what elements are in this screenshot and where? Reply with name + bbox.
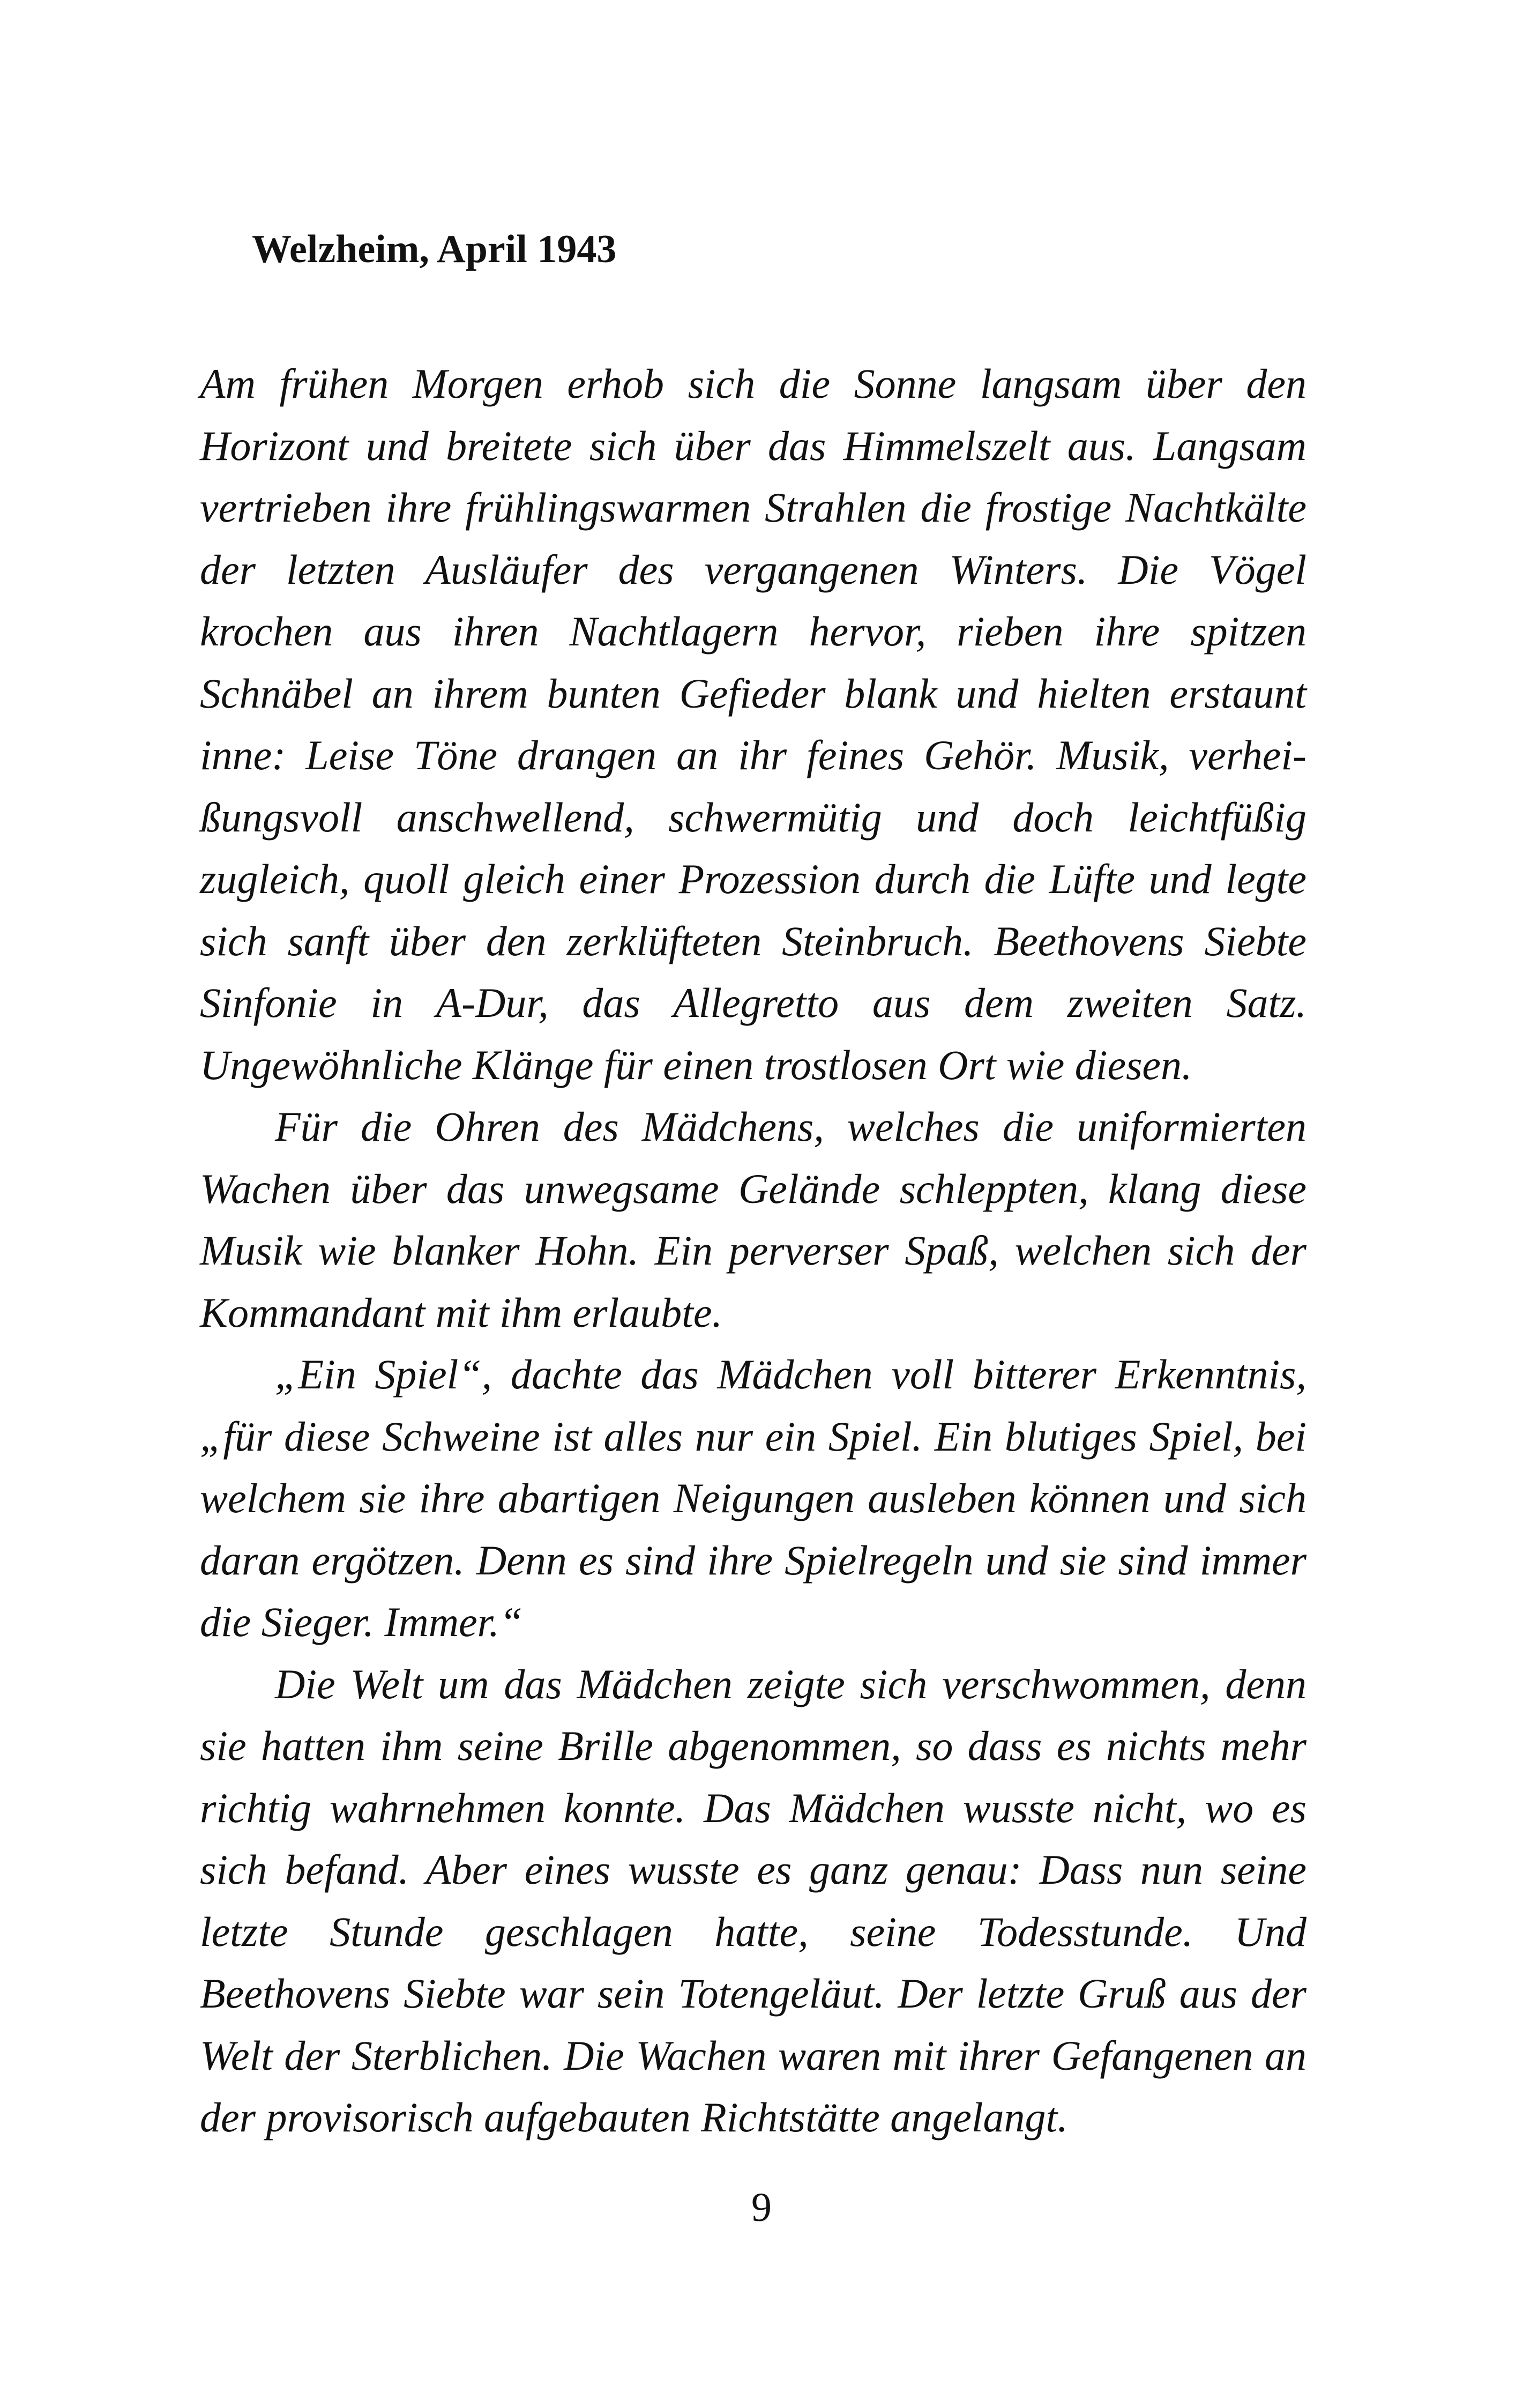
paragraph-1: Am frühen Morgen erhob sich die Sonne langsam über den Horizont und breitete sich über das Himmelszelt aus. Langsam vertrieben ihre frühlingswarmen Strahlen die frostige Nachtkälte der letzten Ausläufer des vergangenen Winters. Die Vögel krochen aus ihren Nachtlagern hervor, rieben ihre spitzen Schnäbel an ihrem bunten Gefieder blank und hielten erstaunt inne: Leise Töne drangen an ihr feines Gehör. Musik, verheißungsvoll anschwellend, schwermütig und doch leichtfüßig zugleich, quoll gleich einer Prozession durch die Lüfte und legte sich sanft über den zerklüfteten Steinbruch. Beethovens Siebte Sinfonie in A-Dur, das Allegretto aus dem zweiten Satz. Ungewöhnliche Klänge für einen trostlosen Ort wie diesen. bbox=[200, 360, 1307, 1088]
paragraph-3: „Ein Spiel“, dachte das Mädchen voll bitterer Erkenntnis, „für diese Schweine ist alles nur ein Spiel. Ein blutiges Spiel, bei welchem sie ihre abartigen Neigungen ausleben können und sich daran ergötzen. Denn es sind ihre Spielregeln und sie sind immer die Sieger. Immer.“ bbox=[200, 1351, 1307, 1645]
chapter-title: Welzheim, April 1943 bbox=[252, 227, 617, 271]
paragraph-4: Die Welt um das Mädchen zeigte sich verschwommen, denn sie hatten ihm seine Brille abgenommen, so dass es nichts mehr richtig wahrnehmen konnte. Das Mädchen wusste nicht, wo es sich befand. Aber eines wusste es ganz genau: Dass nun seine letzte Stunde geschlagen hatte, seine Todesstunde. Und Beethovens Siebte war sein Totengeläut. Der letzte Gruß aus der Welt der Sterblichen. Die Wachen waren mit ihrer Gefangenen an der provisorisch aufgebauten Richtstätte angelangt. bbox=[200, 1660, 1307, 2141]
body-text bbox=[200, 353, 1307, 2149]
paragraph-2: Für die Ohren des Mädchens, welches die uniformierten Wachen über das unwegsame Gelände schleppten, klang diese Musik wie blanker Hohn. Ein perverser Spaß, welchen sich der Kommandant mit ihm erlaubte. bbox=[200, 1103, 1307, 1336]
page-number: 9 bbox=[751, 2185, 772, 2230]
